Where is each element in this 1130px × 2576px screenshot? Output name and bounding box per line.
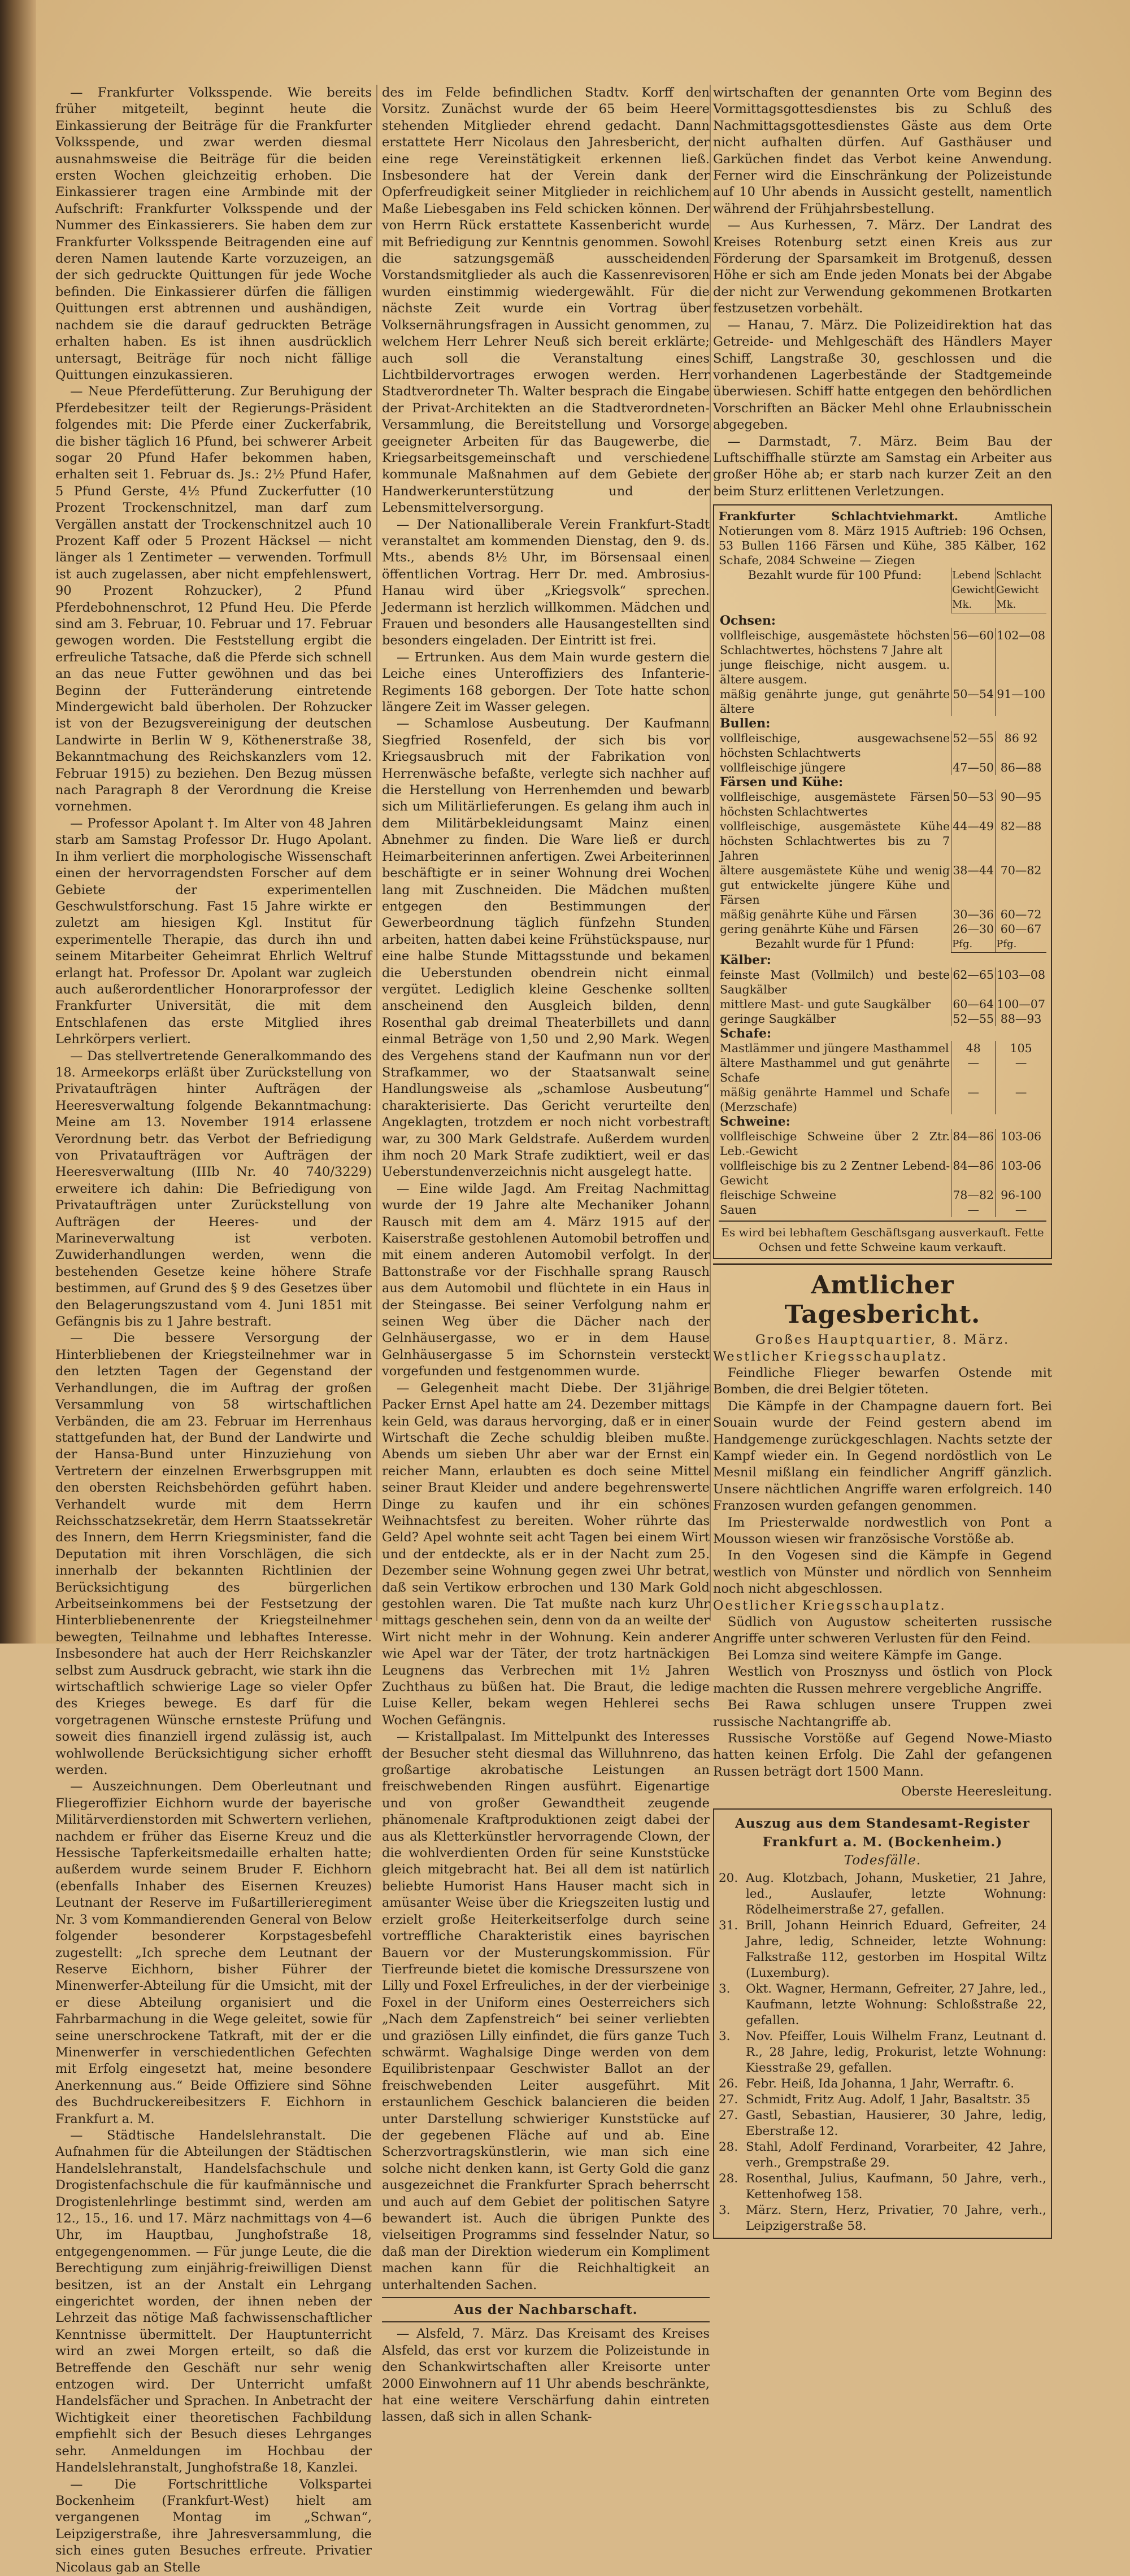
report-east-paragraph: Südlich von Augustow scheiterten russische Angriffe unter schweren Verlusten für den Feind. — [713, 1615, 1052, 1646]
article-pferdefuetterung: — Neue Pferdefütterung. Zur Beruhigung der Pferdebesitzer teilt der Regierungs-Präsident folgendes mit: Die Pferde einer Zuckerfabrik, die bisher täglich 16 Pfund, bei schwerer Arbeit sogar 20 Pfund Hafer bekommen haben, erhalten seit 1. Februar ds. Js.: 2½ Pfund Hafer, 5 Pfund Gerste, 4½ Pfund Zuckerfutter (10 Prozent Trockenschnitzel, man darf zum Vergällen anstatt der Trockenschnitzel auch 10 Prozent Kaff oder 5 Prozent Häcksel — nicht länger als 1 Zentimeter — verwenden. Torfmull ist auch zugelassen, aber nicht empfehlenswert, 90 Prozent Rohzucker), 2 Pfund Pferdebohnenschrot, 12 Pfund Heu. Die Pferde sind am 3. Februar, 10. Februar und 17. Februar gewogen worden. Die Feststellung ergibt die erfreuliche Tatsache, daß die Pferde sich schnell an das neue Futter gewöhnen und das bei Beginn der Futteränderung eintretende Mindergewicht bald überholen. Der Rohzucker ist von der Bezugsvereinigung der deutschen Landwirte in Berlin W 9, Köthenerstraße 38, Bekanntmachung des Reichskanzlers vom 12. Februar 1915) zu beziehen. Den Bezug müssen nach Paragraph 8 der Verordnung die Kreise vornehmen. — [55, 384, 372, 814]
market-row-label: vollfleischige, ausgemästete höchsten Schlachtwertes, höchstens 7 Jahre alt — [720, 629, 950, 657]
market-row-label: vollfleischige, ausgewachsene höchsten Schlachtwerts — [720, 731, 950, 760]
market-row-slaughter: 86—88 — [996, 760, 1046, 775]
market-row-label: feinste Mast (Vollmilch) und beste Saugkälber — [720, 968, 950, 997]
market-row-slaughter: — — [996, 1085, 1046, 1114]
market-row-slaughter: 86 92 — [996, 731, 1046, 760]
report-east-paragraph: Russische Vorstöße auf Gegend Nowe-Miasto hatten keinen Erfolg. Die Zahl der gefangenen Russen beträgt dort 1500 Mann. — [713, 1731, 1052, 1779]
market-row-slaughter: 102—08 — [996, 628, 1046, 657]
article-apolant: — Professor Apolant †. Im Alter von 48 Jahren starb am Samstag Professor Dr. Hugo Apolant. In ihm verliert die morphologische Wissenschaft einen der hervorragendsten Forscher auf dem Gebiete der experimentellen Geschwulstforschung. Fast 15 Jahre wirkte er zuletzt am hiesigen Kgl. Institut für experimentelle Therapie, das durch ihn und seinem Mitarbeiter Geheimrat Ehrlich Weltruf erlangt hat. Professor Dr. Apolant war zugleich auch außerordentlicher Honorarprofessor der Frankfurter Universität, die mit dem Entschlafenen das erste Mitglied ihres Lehrkörpers verliert. — [55, 816, 372, 1047]
market-row-live: 56—60 — [951, 628, 996, 657]
market-row-live — [951, 657, 996, 687]
market-row-label: mäßig genährte Kühe und Färsen — [720, 908, 917, 922]
market-row — [719, 997, 1046, 1012]
registry-entry — [719, 2203, 1046, 2234]
market-row — [719, 922, 1046, 936]
registry-entry-day: 31. — [719, 1918, 738, 1933]
market-row-label: fleischige Schweine — [720, 1188, 837, 1202]
registry-entry-text: Febr. Heiß, Ida Johanna, 1 Jahr, Werraftr. 6. — [746, 2076, 1015, 2091]
market-row-live: 84—86 — [951, 1129, 996, 1158]
market-row-slaughter: 60—67 — [996, 922, 1046, 936]
article-ertrunken: — Ertrunken. Aus dem Main wurde gestern die Leiche eines Unteroffiziers des Infanterie-Regiments 168 geborgen. Der Tote hatte schon längere Zeit im Wasser gelegen. — [382, 650, 710, 715]
report-east-paragraph: Westlich von Prosznyss und östlich von Plock machten die Russen mehrere vergebliche Angriffe. — [713, 1664, 1052, 1696]
market-footer: Es wird bei lebhaftem Geschäftsgang ausverkauft. Fette Ochsen und fette Schweine kaum verkauft. — [721, 1226, 1044, 1254]
market-row — [719, 731, 1046, 760]
market-row — [719, 1158, 1046, 1188]
article-alsfeld-cont: wirtschaften der genannten Orte vom Beginn des Vormittagsgottesdienstes bis zu Schluß des Nachmittagsgottesdienstes Gäste aus dem Orte nicht aufhalten dürfen. Auf Gasthäuser und Garküchen findet das Verbot keine Anwendung. Ferner wird die Einschränkung der Polizeistunde auf 10 Uhr abends in Aussicht gestellt, namentlich während der Frühjahrsbestellung. — [713, 85, 1052, 216]
registry-entry-day: 27. — [719, 2108, 738, 2122]
registry-box — [713, 1808, 1052, 2239]
market-row-slaughter: 103-06 — [996, 1158, 1046, 1188]
column-rule — [376, 85, 377, 1621]
article-darmstadt: — Darmstadt, 7. März. Beim Bau der Luftschiffhalle stürzte am Samstag ein Arbeiter aus großer Höhe ab; er starb nach kurzer Zeit an den beim Sturz erlittenen Verletzungen. — [713, 434, 1052, 499]
market-row-live: 38—44 — [951, 863, 996, 907]
market-category: Bullen: — [720, 716, 771, 731]
market-row — [719, 1085, 1046, 1114]
market-category: Schafe: — [720, 1026, 772, 1041]
market-row-live: 60—64 — [951, 997, 996, 1012]
market-row — [719, 628, 1046, 657]
report-west-heading: Westlicher Kriegsschauplatz. — [713, 1349, 948, 1364]
registry-list — [719, 1871, 1046, 2234]
column-1 — [55, 85, 372, 2575]
registry-entry-text: Aug. Klotzbach, Johann, Musketier, 21 Jahre, led., Auslaufer, letzte Wohnung: Rödelheimerstraße 27, gefallen. — [746, 1871, 1046, 1917]
registry-title-place: Frankfurt a. M. (Bockenheim.) — [762, 1834, 1003, 1850]
market-col-pfg: Pfg. — [951, 936, 996, 953]
market-row — [719, 1188, 1046, 1202]
market-row-live: 62—65 — [951, 967, 996, 997]
section-divider — [719, 1221, 1046, 1222]
market-row-live: 50—53 — [951, 790, 996, 819]
registry-entry-day: 27. — [719, 2092, 738, 2107]
market-row-label: ältere Masthammel und gut genährte Schafe — [720, 1056, 950, 1085]
market-intro — [719, 509, 1046, 568]
market-row — [719, 863, 1046, 907]
registry-entry — [719, 1918, 1046, 1981]
market-category-row — [719, 1114, 1046, 1129]
column-3 — [713, 85, 1052, 2233]
column-2 — [382, 85, 710, 2425]
market-table — [719, 568, 1046, 1217]
registry-entry — [719, 2029, 1046, 2076]
market-category-row — [719, 716, 1046, 731]
market-col-live: Lebend Gewicht Mk. — [951, 568, 996, 613]
market-row-slaughter: 88—93 — [996, 1012, 1046, 1026]
market-row-label: vollfleischige Schweine über 2 Ztr. Leb.-Gewicht — [720, 1130, 950, 1158]
registry-entry-day: 28. — [719, 2171, 738, 2186]
registry-entry — [719, 2076, 1046, 2092]
article-volksspende: — Frankfurter Volksspende. Wie bereits früher mitgeteilt, beginnt heute die Einkassierung der Beiträge für die Frankfurter Volksspende, und zwar werden diesmal ausnahmsweise die Beiträge für die beiden ersten Wochen gleichzeitig erhoben. Die Einkassierer tragen eine Armbinde mit der Aufschrift: Frankfurter Volksspende und der Nummer des Einkassierers. Sie haben dem zur Frankfurter Volksspende Beitragenden eine auf deren Namen lautende Karte vorzuzeigen, an der sich gedruckte Quittungen für jede Woche befinden. Die Einkassierer dürfen die fälligen Quittungen erst abtrennen und aushändigen, nachdem sie die darauf gedruckten Beträge erhalten haben. Es ist ihnen ausdrücklich untersagt, Beiträge für noch nicht fällige Quittungen einzukassieren. — [55, 85, 372, 382]
market-category-row — [719, 953, 1046, 968]
registry-entry — [719, 1871, 1046, 1918]
market-row — [719, 1056, 1046, 1085]
market-unit: Bezahlt wurde für 100 Pfund: — [747, 568, 922, 582]
market-row-live: 84—86 — [951, 1158, 996, 1188]
market-row-live: 30—36 — [951, 907, 996, 922]
market-row-label: gering genährte Kühe und Färsen — [720, 922, 919, 936]
market-row-slaughter: 100—07 — [996, 997, 1046, 1012]
market-row-label: Sauen — [720, 1203, 757, 1217]
section-divider — [713, 1263, 1052, 1265]
section-divider — [382, 2321, 710, 2322]
market-report-box — [713, 504, 1052, 1259]
registry-entry — [719, 2139, 1046, 2171]
article-auszeichnungen: — Auszeichnungen. Dem Oberleutnant und Fliegeroffizier Eichhorn wurde der bayerische Militärverdienstorden mit Schwertern verliehen, nachdem er früher das Eiserne Kreuz und die Hessische Tapferkeitsmedaille erhalten hatte; außerdem wurde seinem Bruder F. Eichhorn (ebenfalls Inhaber des Eisernen Kreuzes) Leutnant der Reserve im Fußartillerieregiment Nr. 3 vom Kommandierenden General von Below folgender besonderer Korpstagesbefehl zugestellt: „Ich spreche dem Leutnant der Reserve Eichhorn, bisher Führer der Minenwerfer-Abteilung für die Umsicht, mit der er diese Abteilung organisiert und die Fahrbarmachung in die Wege geleitet, sowie für seine unerschrockene Tatkraft, mit der er die Minenwerfer in verschiedentlichen Gefechten mit Erfolg eingesetzt hat, meine besondere Anerkennung aus.“ Beide Offiziere sind Söhne des Buchdruckereibesitzers F. Eichhorn in Frankfurt a. M. — [55, 1779, 372, 2126]
market-row-slaughter: 103-06 — [996, 1129, 1046, 1158]
market-row-slaughter: — — [996, 1202, 1046, 1217]
market-row-slaughter: 105 — [996, 1041, 1046, 1056]
article-hinterbliebene: — Die bessere Versorgung der Hinterbliebenen der Kriegsteilnehmer war in den letzten Tagen der Gegenstand der Verhandlungen, die im Auftrag der großen Versammlung von 58 wirtschaftlichen Verbänden, die am 23. Februar im Herrenhaus stattgefunden hat, der Bund der Landwirte und der Hansa-Bund unter Hinzuziehung von Vertretern der einzelnen Erwerbsgruppen mit den obersten Reichsbehörden geführt haben. Verhandelt wurde mit dem Herrn Reichsschatzsekretär, dem Herrn Staatssekretär des Innern, dem Herrn Kriegsminister, fand die Deputation mit ihren Vorschlägen, die sich innerhalb der bekannten Richtlinien der Berücksichtigung des bürgerlichen Arbeitseinkommens bei der Festsetzung der Hinterbliebenenrente der Kriegsteilnehmer bewegten, Teilnahme und lebhaftes Interesse. Insbesondere hat auch der Herr Reichskanzler selbst zum Ausdruck gebracht, wie stark ihn die wirtschaftlich schwierige Lage so vieler Opfer des Krieges bewege. Es darf für die vorgetragenen Wünsche ernsteste Prüfung und soweit dies finanziell irgend zulässig ist, auch wohlwollende Berücksichtigung sicher erhofft werden. — [55, 1331, 372, 1778]
market-row-label: vollfleischige, ausgemästete Färsen höchsten Schlachtwertes — [720, 790, 950, 819]
market-row-label: mittlere Mast- und gute Saugkälber — [720, 997, 931, 1012]
market-intro-text: Amtliche Notierungen vom 8. März 1915 Auftrieb: 196 Ochsen, 53 Bullen 1166 Färsen und Kühe, 385 Kälber, 162 Schafe, 2084 Schweine — Ziegen — [719, 509, 1046, 568]
market-row-live: — — [951, 1056, 996, 1085]
market-category-row — [719, 775, 1046, 790]
article-handelslehranstalt: — Städtische Handelslehranstalt. Die Aufnahmen für die Abteilungen der Städtischen Handelslehranstalt, Handelsfachschule und Drogistenfachschule die für kaufmännische und Drogistenlehrlinge bestimmt sind, werden am 12., 15., 16. und 17. März nachmittags von 4—6 Uhr, im Hauptbau, Junghofstraße 18, entgegengenommen. — Für junge Leute, die die Berechtigung zum einjährig-freiwilligen Dienst besitzen, ist an der Anstalt ein Lehrgang eingerichtet worden, der ihnen neben der Lehrzeit das nötige Maß fachwissenschaftlicher Kenntnisse übermittelt. Der Hauptunterricht wird an zwei Morgen erteilt, so daß die Betreffende den Geschäft nur sehr wenig entzogen wird. Der Unterricht umfaßt Handelsfächer und Sprachen. In Anbetracht der Wichtigkeit einer theoretischen Fachbildung empfiehlt sich der Besuch dieses Lehrganges sehr. Anmeldungen im Hochbau der Handelslehranstalt, Junghofstraße 18, Kanzlei. — [55, 2128, 372, 2475]
registry-entry — [719, 2171, 1046, 2203]
market-row-slaughter: 103—08 — [996, 967, 1046, 997]
market-category: Schweine: — [720, 1114, 790, 1130]
article-ausbeutung: — Schamlose Ausbeutung. Der Kaufmann Siegfried Rosenfeld, der sich bis vor Kriegsausbruch mit der Fabrikation von Herrenwäsche befaßte, verlegte sich nachher auf die Herstellung von Herrenhemden und bewarb sich um Militärlieferungen. Es gelang ihm auch in dem Militärbekleidungsamt Mainz einen Abnehmer zu finden. Die Ware ließ er durch Heimarbeiterinnen anfertigen. Zwei Arbeiterinnen beschäftigte er in seiner Wohnung drei Wochen lang mit Zuschneiden. Die Mädchen mußten entgegen den Bestimmungen der Gewerbeordnung täglich fünfzehn Stunden arbeiten, hatten dabei keine Frühstückspause, nur eine halbe Stunde Mittagsstunde und bekamen die Ueberstunden obendrein nicht einmal vergütet. Lediglich kleine Geschenke sollten anscheinend den Ausgleich bilden, denn Rosenthal gab dreimal Theaterbillets und dann einmal Beträge von 1,50 und 2,90 Mark. Wegen des Vergehens stand der Kaufmann nun vor der Strafkammer, wo der Staatsanwalt seine Handlungsweise als „schamlose Ausbeutung“ charakterisierte. Das Gericht verurteilte den Angeklagten, trotzdem er noch nicht vorbestraft war, zu 300 Mark Geldstrafe. Außerdem wurden ihm noch 20 Mark Strafe zudiktiert, weil er das Ueberstundenverzeichnis nicht ausgelegt hatte. — [382, 716, 710, 1180]
market-row-live: — — [951, 1085, 996, 1114]
market-row-label: mäßig genährte junge, gut genährte ältere — [720, 687, 950, 716]
market-row-label: mäßig genährte Hammel und Schafe (Merzschafe) — [720, 1086, 950, 1114]
article-kristallpalast: — Kristallpalast. Im Mittelpunkt des Interesses der Besucher steht diesmal das Willuhnreno, das großartige akrobatische Leistungen an freischwebenden Ringen ausführt. Eigenartige und von großer Gewandtheit zeugende phänomenale Kraftproduktionen zeigt dabei der aus als Kletterkünstler hervorragende Clown, der die wohlverdienten Orden für seine Kunststücke gleich mitgebracht hat. Bei all dem ist natürlich beliebte Humorist Hans Hauser macht sich in amüsanter Weise über die Kriegszeiten lustig und erzielt große Heiterkeitserfolge durch seine vortreffliche Charakteristik eines bayrischen Bauern vor der Musterungskommission. Für Tierfreunde bietet die komische Dressurszene von Lilly und Foxel Erfreuliches, in der der vierbeinige Foxel in der Uniform eines Oesterreichers sich „Nach dem Zapfenstreich“ bei seiner verliebten und graziösen Lilly einfindet, die fürs ganze Tuch schwärmt. Waghalsige Dinge werden von dem Equilibristenpaar Geschwister Ballot an der freischwebenden Leiter ausgeführt. Mit erstaunlichem Geschick balancieren die beiden unter Darstellung schwieriger Kunststücke auf der gegebenen Fläche auf und ab. Eine Scherzvortragskünstlerin, wie man sich eine solche nicht denken kann, ist Gerty Gold die ganz ausgezeichnet die Frankfurter Sprach beherrscht und auch auf dem Gebiet der politischen Satyre bewandert ist. Auch die übrigen Punkte des vielseitigen Programms sind fesselnder Natur, so daß man der Direktion wiederum ein Kompliment machen kann für die Reichhaltigkeit an unterhaltenden Sachen. — [382, 1729, 710, 2292]
market-row-live: 78—82 — [951, 1188, 996, 1202]
market-row-live: 44—49 — [951, 819, 996, 863]
market-row — [719, 967, 1046, 997]
report-west-paragraph: Im Priesterwalde nordwestlich von Pont a Mousson wiesen wir französische Vorstöße ab. — [713, 1515, 1052, 1547]
market-row-slaughter: 96-100 — [996, 1188, 1046, 1202]
registry-entry-day: 26. — [719, 2076, 738, 2091]
market-row-label: Mastlämmer und jüngere Masthammel — [720, 1041, 949, 1056]
market-row-label: vollfleischige jüngere — [720, 761, 846, 775]
article-gelegenheit: — Gelegenheit macht Diebe. Der 31jährige Packer Ernst Apel hatte am 24. Dezember mittags kein Geld, was daraus hervorging, daß er in einer Wirtschaft die Zeche schuldig bleiben mußte. Abends um sieben Uhr aber war der Ernst ein reicher Mann, erlaubten es doch seine Mittel seiner Braut Kleider und andere begehrenswerte Dinge zu kaufen und ihr ein schönes Weihnachtsfest zu bereiten. Woher rührte das Geld? Apel wohnte seit acht Tagen bei einem Wirt und der entdeckte, als er in der Nacht zum 25. Dezember seine Wohnung gegen zwei Uhr betrat, daß sein Vertikow erbrochen und 130 Mark Gold gestohlen waren. Die Tat mußte nach kurz Uhr mittags geschehen sein, denn von da an weilte der Wirt nicht mehr in der Wohnung. Kein anderer wie Apel war der Täter, der trotz hartnäckigen Leugnens das Verbrechen mit 1½ Jahren Zuchthaus zu büßen hat. Die Braut, die ledige Luise Keller, bekam wegen Hehlerei sechs Wochen Gefängnis. — [382, 1380, 710, 1728]
registry-entry — [719, 1981, 1046, 2029]
report-west-paragraph: Feindliche Flieger bewarfen Ostende mit Bomben, die drei Belgier töteten. — [713, 1365, 1052, 1397]
article-nationalliberal: — Der Nationalliberale Verein Frankfurt-Stadt veranstaltet am kommenden Dienstag, den 9. ds. Mts., abends 8½ Uhr, im Börsensaal einen öffentlichen Vortrag. Herr Dr. med. Ambrosius-Hanau wird über „Kriegsvolk“ sprechen. Jedermann ist herzlich willkommen. Mädchen und Frauen und besonders alle Hausangestellten sind besonders eingeladen. Der Eintritt ist frei. — [382, 517, 710, 648]
report-east-paragraph: Bei Rawa schlugen unsere Truppen zwei russische Nachtangriffe ab. — [713, 1698, 1052, 1729]
market-col-slaughter: Schlacht Gewicht Mk. — [996, 568, 1046, 613]
market-row — [719, 1012, 1046, 1026]
section-divider — [382, 2297, 710, 2298]
article-generalkommando: — Das stellvertretende Generalkommando des 18. Armeekorps erläßt über Zurückstellung von Privataufträgen hinter Aufträgen der Heeresverwaltung folgende Bekanntmachung: Meine am 13. November 1914 erlassene Verordnung betr. das Verbot der Befriedigung von Privataufträgen vor Aufträgen der Heeresverwaltung (IIIb Nr. 40 740/3229) erweitere ich dahin: Die Befriedigung von Privataufträgen unter Zurückstellung von Aufträgen der Heeres- und der Marineverwaltung ist verboten. Zuwiderhandlungen werden, wenn die bestehenden Gesetze keine höhere Strafe bestimmen, auf Grund des § 9 des Gesetzes über den Belagerungszustand vom 4. Juni 1851 mit Gefängnis bis zu 1 Jahre bestraft. — [55, 1048, 372, 1330]
market-unit: Bezahlt wurde für 1 Pfund: — [755, 937, 915, 951]
market-category: Ochsen: — [720, 613, 776, 629]
market-row — [719, 657, 1046, 687]
market-row-label: ältere ausgemästete Kühe und wenig gut entwickelte jüngere Kühe und Färsen — [720, 864, 950, 907]
market-row-slaughter: — — [996, 1056, 1046, 1085]
market-row-slaughter: 82—88 — [996, 819, 1046, 863]
market-row-label: junge fleischige, nicht ausgem. u. ältere ausgem. — [720, 658, 950, 687]
registry-entry-day: 3. — [719, 2203, 731, 2217]
registry-entry-day: 28. — [719, 2139, 738, 2154]
registry-entry-text: Schmidt, Fritz Aug. Adolf, 1 Jahr, Basaltstr. 35 — [746, 2092, 1031, 2107]
registry-entry-text: März. Stern, Herz, Privatier, 70 Jahre, verh., Leipzigerstraße 58. — [746, 2203, 1046, 2233]
registry-entry-day: 3. — [719, 2029, 731, 2043]
market-row-live: — — [951, 1202, 996, 1217]
market-category-row — [719, 1026, 1046, 1041]
registry-entry-text: Nov. Pfeiffer, Louis Wilhelm Franz, Leutnant d. R., 28 Jahre, ledig, Prokurist, letzte Wohnung: Kiesstraße 29, gefallen. — [746, 2029, 1046, 2075]
market-row — [719, 790, 1046, 819]
market-row-slaughter — [996, 657, 1046, 687]
report-west-paragraph: Die Kämpfe in der Champagne dauern fort. Bei Souain wurde der Feind gestern abend im Handgemenge zurückgeschlagen. Nachts setzte der Kampf wieder ein. In Gegend nordöstlich von Le Mesnil mißlang ein feindlicher Angriff gänzlich. Unsere nächtlichen Angriffe waren erfolgreich. 140 Franzosen wurden gefangen genommen. — [713, 1398, 1052, 1514]
article-wilde-jagd: — Eine wilde Jagd. Am Freitag Nachmittag wurde der 19 Jahre alte Mechaniker Johann Rausch mit dem am 4. März 1915 auf der Kaiserstraße gestohlenen Automobil betroffen und mit einem anderen Automobil verfolgt. In der Battonstraße vor der Fischhalle sprang Rausch aus dem Automobil und flüchtete in ein Haus in der Steingasse. Bei seiner Verfolgung nahm er seinen Weg über die Dächer nach der Gelnhäusergasse, wo er in dem Hause Gelnhäusergasse 5 im Schornstein versteckt vorgefunden und festgenommen wurde. — [382, 1181, 710, 1379]
market-title: Frankfurter Schlachtviehmarkt. — [719, 509, 958, 524]
registry-entry-text: Okt. Wagner, Hermann, Gefreiter, 27 Jahre, led., Kaufmann, letzte Wohnung: Schloßstraße 22, gefallen. — [746, 1981, 1046, 2028]
market-row-live: 26—30 — [951, 922, 996, 936]
market-row-slaughter: 70—82 — [996, 863, 1046, 907]
market-row-live: 47—50 — [951, 760, 996, 775]
market-row-live: 50—54 — [951, 687, 996, 716]
market-row-label: vollfleischige bis zu 2 Zentner Lebend-Gewicht — [720, 1159, 950, 1188]
report-west-paragraph: In den Vogesen sind die Kämpfe in Gegend westlich von Münster und nördlich von Sennheim noch nicht abgeschlossen. — [713, 1548, 1052, 1597]
report-east-paragraph: Bei Lomza sind weitere Kämpfe im Gange. — [728, 1647, 1002, 1663]
article-hanau: — Hanau, 7. März. Die Polizeidirektion hat das Getreide- und Mehlgeschäft des Händlers Mayer Schiff, Langstraße 30, geschlossen und die vorhandenen Lagerbestände der Stadtgemeinde überwiesen. Schiff hatte entgegen den behördlichen Vorschriften an Bäcker Mehl ohne Erlaubnisschein abgegeben. — [713, 317, 1052, 433]
market-row — [719, 687, 1046, 716]
report-title: Amtlicher Tagesbericht. — [784, 1271, 981, 1330]
registry-entry-day: 20. — [719, 1871, 738, 1885]
registry-entry — [719, 2092, 1046, 2108]
article-kurhessen: — Aus Kurhessen, 7. März. Der Landrat des Kreises Rotenburg setzt einen Kreis aus zur Förderung der Sparsamkeit im Brotgenuß, dessen Höhe er sich am Ende jeden Monats bei der Abgabe der nicht zur Verwendung gekommenen Brotkarten festzusetzen vorbehält. — [713, 218, 1052, 316]
market-row-label: geringe Saugkälber — [720, 1012, 836, 1026]
report-east-heading: Oestlicher Kriegsschauplatz. — [713, 1598, 946, 1613]
section-heading-nachbarschaft: Aus der Nachbarschaft. — [454, 2302, 638, 2318]
market-row-slaughter: 91—100 — [996, 687, 1046, 716]
market-row — [719, 907, 1046, 922]
article-alsfeld: — Alsfeld, 7. März. Das Kreisamt des Kreises Alsfeld, das erst vor kurzem die Polizeistunde in den Schankwirtschaften aller Kreisorte unter 2000 Einwohnern auf 11 Uhr abends beschränkte, hat eine weitere Verschärfung dahin eintreten lassen, daß sich in allen Schank- — [382, 2326, 710, 2425]
market-category: Kälber: — [720, 953, 771, 968]
market-row — [719, 1129, 1046, 1158]
registry-entry — [719, 2108, 1046, 2139]
registry-entry-text: Brill, Johann Heinrich Eduard, Gefreiter, 24 Jahre, ledig, Schneider, letzte Wohnung: Falkstraße 112, gestorben im Hospital Wiltz (Luxemburg). — [746, 1918, 1046, 1980]
report-location: Großes Hauptquartier, 8. März. — [755, 1332, 1010, 1348]
market-row-slaughter: 60—72 — [996, 907, 1046, 922]
registry-entry-text: Stahl, Adolf Ferdinand, Vorarbeiter, 42 Jahre, verh., Grempstraße 29. — [746, 2139, 1046, 2170]
market-row-live: 48 — [951, 1041, 996, 1056]
market-row — [719, 1041, 1046, 1056]
market-row-live: 52—55 — [951, 1012, 996, 1026]
market-category-row — [719, 613, 1046, 629]
market-category: Färsen und Kühe: — [720, 775, 844, 790]
market-row-label: vollfleischige, ausgemästete Kühe höchsten Schlachtwertes bis zu 7 Jahren — [720, 820, 950, 863]
registry-subtitle: Todesfälle. — [844, 1853, 922, 1868]
binding-gutter — [0, 0, 36, 1644]
registry-entry-text: Rosenthal, Julius, Kaufmann, 50 Jahre, verh., Kettenhofweg 158. — [746, 2171, 1046, 2202]
market-row — [719, 1202, 1046, 1217]
article-volkspartei: — Die Fortschrittliche Volkspartei Bockenheim (Frankfurt-West) hielt am vergangenen Montag im „Schwan“, Leipzigerstraße, ihre Jahresversammlung, die sich eines guten Besuches erfreute. Privatier Nicolaus gab an Stelle — [55, 2477, 372, 2575]
registry-entry-day: 3. — [719, 1981, 731, 1996]
market-row-slaughter: 90—95 — [996, 790, 1046, 819]
market-row — [719, 760, 1046, 775]
market-unit-row — [719, 936, 1046, 953]
market-col-pfg: Pfg. — [996, 936, 1046, 953]
market-row — [719, 819, 1046, 863]
registry-title: Auszug aus dem Standesamt-Register — [735, 1815, 1030, 1831]
article-volkspartei-cont: des im Felde befindlichen Stadtv. Korff den Vorsitz. Zunächst wurde der 65 beim Heere stehenden Mitglieder ehrend gedacht. Dann erstattete Herr Nicolaus den Jahresbericht, der eine rege Vereinstätigkeit erkennen ließ. Insbesondere hat der Verein dank der Opferfreudigkeit seiner Mitglieder in reichlichem Maße Liebesgaben ins Feld schicken können. Der von Herrn Rück erstattete Kassenbericht wurde mit Befriedigung zur Kenntnis genommen. Sowohl die satzungsgemäß ausscheidenden Vorstandsmitglieder als auch die Kassenrevisoren wurden einstimmig wiedergewählt. Für die nächste Zeit wurde ein Vortrag über Volksernährungsfragen in Aussicht genommen, zu welchem Herr Lehrer Neuß sich bereit erklärte; auch soll die Veranstaltung eines Lichtbildervortrages erwogen werden. Herr Stadtverordneter Th. Walter besprach die Eingabe der Privat-Architekten an die Stadtverordneten-Versammlung, die Bereitstellung und Vorsorge geeigneter Arbeiten für das Baugewerbe, die Kriegsarbeitsgemeinschaft und verschiedene kommunale Maßnahmen auf dem Gebiete der Handwerkerunterstützung und der Lebensmittelversorgung. — [382, 85, 710, 516]
column-rule — [710, 85, 711, 1621]
market-row-live: 52—55 — [951, 731, 996, 760]
report-signature: Oberste Heeresleitung. — [901, 1784, 1052, 1799]
registry-entry-text: Gastl, Sebastian, Hausierer, 30 Jahre, ledig, Eberstraße 12. — [746, 2108, 1046, 2138]
